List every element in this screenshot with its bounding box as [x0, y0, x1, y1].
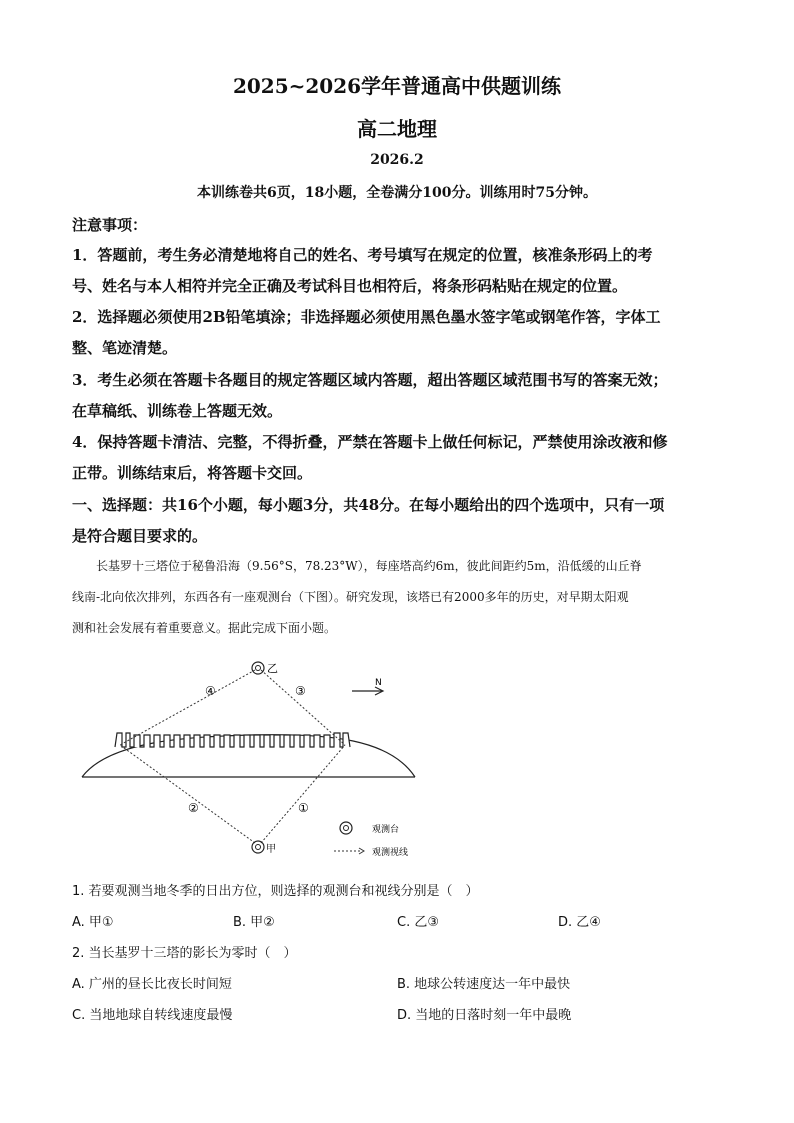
question-1-stem: 1. 若要观测当地冬季的日出方位，则选择的观测台和视线分别是（ ） — [72, 884, 479, 899]
question-1-option-c[interactable]: C. 乙③ — [397, 915, 439, 930]
page-subtitle: 高二地理 — [357, 117, 437, 141]
platform-jia-label: 甲 — [266, 844, 276, 855]
exam-intro: 本训练卷共6页，18小题，全卷满分100分。训练用时75分钟。 — [197, 185, 597, 201]
notes-line: 2．选择题必须使用2B铅笔填涂；非选择题必须使用黑色墨水签字笔或钢笔作答，字体工 — [72, 308, 661, 326]
question-2-option-a[interactable]: A. 广州的昼长比夜长时间短 — [72, 977, 232, 992]
passage-line: 长基罗十三塔位于秘鲁沿海（9.56°S，78.23°W），每座塔高约6m，彼此间距约5m，沿低缓的山丘脊 — [72, 559, 642, 573]
platform-jia-icon — [252, 841, 264, 853]
notes-line: 号、姓名与本人相符并完全正确及考试科目也相符后，将条形码粘贴在规定的位置。 — [72, 277, 628, 295]
passage-line: 测和社会发展有着重要意义。据此完成下面小题。 — [72, 621, 337, 635]
platform-yi-icon — [252, 662, 264, 674]
section-heading: 一、选择题：共16个小题，每小题3分，共48分。在每小题给出的四个选项中，只有一项 — [72, 496, 665, 514]
notes-line: 3．考生必须在答题卡各题目的规定答题区域内答题，超出答题区域范围书写的答案无效； — [72, 371, 668, 389]
north-label: N — [375, 678, 382, 688]
sightline-1 — [261, 745, 345, 843]
question-2-stem: 2. 当长基罗十三塔的影长为零时（ ） — [72, 946, 297, 961]
section-heading: 是符合题目要求的。 — [72, 527, 208, 545]
notes-line: 1．答题前，考生务必清楚地将自己的姓名、考号填写在规定的位置，核准条形码上的考 — [72, 246, 653, 264]
tower-diagram — [70, 655, 450, 865]
sightline-4 — [120, 670, 255, 745]
notes-line: 在草稿纸、训练卷上答题无效。 — [72, 402, 283, 420]
question-2-option-b[interactable]: B. 地球公转速度达一年中最快 — [397, 977, 571, 992]
notes-heading: 注意事项： — [72, 216, 148, 234]
legend-sightline-label: 观测视线 — [372, 848, 409, 858]
sight-label-3: ③ — [295, 684, 306, 698]
sightline-2 — [120, 745, 255, 843]
question-1-option-b[interactable]: B. 甲② — [233, 915, 275, 930]
legend-platform-icon — [340, 822, 352, 834]
sight-label-4: ④ — [205, 684, 216, 698]
notes-line: 正带。训练结束后，将答题卡交回。 — [72, 464, 313, 482]
platform-yi-label: 乙 — [267, 662, 278, 675]
exam-date: 2026.2 — [370, 152, 424, 168]
passage-line: 线南-北向依次排列，东西各有一座观测台（下图）。研究发现，该塔已有2000多年的历史，对早期太阳观 — [72, 590, 629, 604]
question-2-option-c[interactable]: C. 当地地球自转线速度最慢 — [72, 1008, 233, 1023]
sightline-3 — [261, 670, 345, 745]
notes-line: 4．保持答题卡清洁、完整，不得折叠，严禁在答题卡上做任何标记，严禁使用涂改液和修 — [72, 433, 668, 451]
sight-label-2: ② — [188, 801, 199, 815]
question-1-option-d[interactable]: D. 乙④ — [558, 915, 601, 930]
sight-label-1: ① — [298, 801, 309, 815]
legend-platform-label: 观测台 — [372, 825, 400, 835]
page-title: 2025~2026学年普通高中供题训练 — [232, 74, 562, 98]
question-2-option-d[interactable]: D. 当地的日落时刻一年中最晚 — [397, 1008, 572, 1023]
notes-line: 整、笔迹清楚。 — [72, 339, 178, 357]
question-1-option-a[interactable]: A. 甲① — [72, 915, 114, 930]
